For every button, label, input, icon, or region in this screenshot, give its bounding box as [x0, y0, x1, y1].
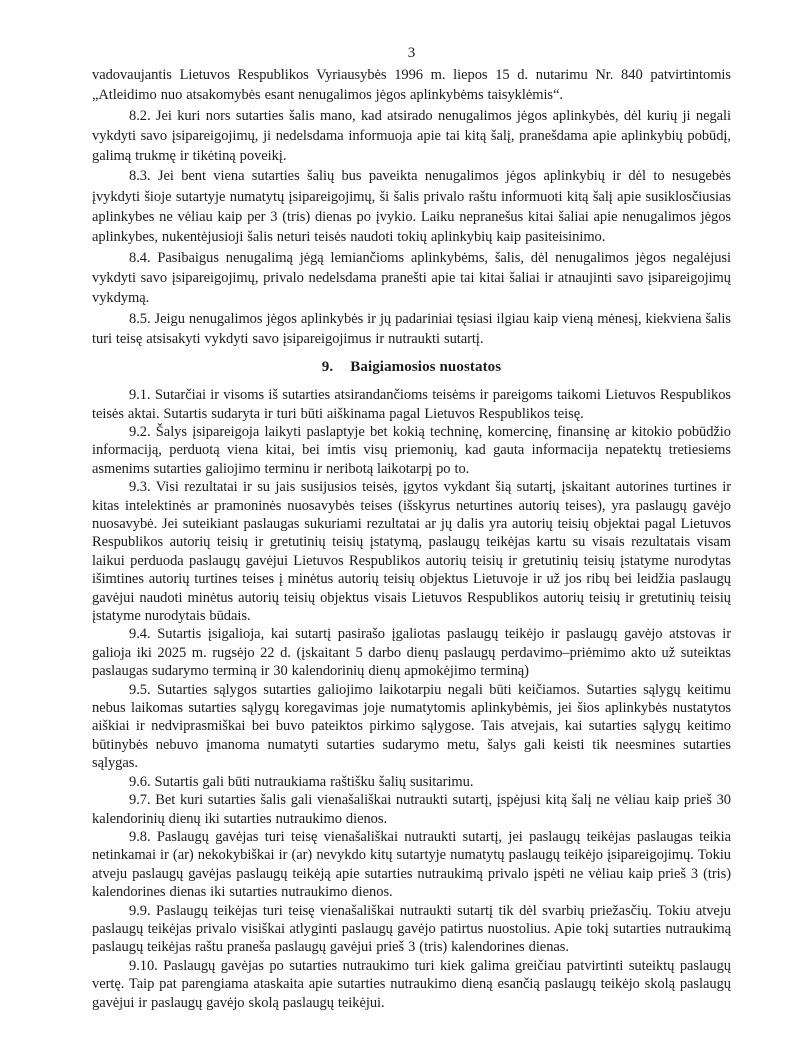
- clause-9-2: 9.2. Šalys įsipareigoja laikyti paslaptyje bet kokią techninę, komercinę, finansinę ar kitokio pobūdžio informaciją, perduotą viena kitai, bei imtis visų priemonių, kad gauta informacija nepatektų tretiesiems asmenims sutarties galiojimo terminu ir neribotą laikotarpį po to.: [92, 423, 731, 477]
- page-number: 3: [407, 45, 416, 61]
- page-content: [92, 44, 731, 1012]
- clause-9-5: 9.5. Sutarties sąlygos sutarties galiojimo laikotarpiu negali būti keičiamos. Sutarties sąlygų keitimu nebus laikomas sutarties sąlygų koregavimas joje numatytomis aplinkybėmis, jei šios aplinkybės nustatytos aiškiai ir nedviprasmiškai bei buvo pateiktos pirkimo sąlygose. Tais atvejais, kai sutarties sąlygų keitimo būtinybės nebuvo įmanoma numatyti sutarties sudarymo metu, šalys gali keisti tik neesmines sutarties sąlygas.: [92, 681, 731, 772]
- clause-9-6: 9.6. Sutartis gali būti nutraukiama raštišku šalių susitarimu.: [129, 773, 474, 790]
- clause-8-3: 8.3. Jei bent viena sutarties šalių bus paveikta nenugalimos jėgos aplinkybių ir dėl to nesugebės įvykdyti šioje sutartyje numatytų įsipareigojimų, ši šalis privalo raštu informuoti kitą šalį apie susiklosčiusias aplinkybes ne vėliau kaip per 3 (tris) dienas po įvykio. Laiku nepranešus kitai šaliai apie nenugalimos jėgos aplinkybes, nukentėjusioji šalis neturi teisės naudoti tokių aplinkybių kaip pasiteisinimo.: [92, 168, 731, 246]
- intro-continuation-paragraph: vadovaujantis Lietuvos Respublikos Vyriausybės 1996 m. liepos 15 d. nutarimu Nr. 840 patvirtintomis „Atleidimo nuo atsakomybės esant nenugalimos jėgos aplinkybėms taisyklėmis“.: [92, 67, 731, 104]
- section-9-heading-title: Baigiamosios nuostatos: [350, 359, 502, 376]
- clause-8-2: 8.2. Jei kuri nors sutarties šalis mano, kad atsirado nenugalimos jėgos aplinkybės, dėl kurių ji negali vykdyti savo įsipareigojimų, ji nedelsdama informuoja apie tai kitą šalį, pranešdama apie aplinkybių pobūdį, galimą trukmę ir tikėtiną poveikį.: [92, 107, 731, 165]
- clause-9-7: 9.7. Bet kuri sutarties šalis gali vienašališkai nutraukti sutartį, įspėjusi kitą šalį ne vėliau kaip prieš 30 kalendorinių dienų iki sutarties nutraukimo dienos.: [92, 792, 731, 827]
- section-9-heading: [92, 357, 731, 377]
- clause-9-3: 9.3. Visi rezultatai ir su jais susijusios teisės, įgytos vykdant šią sutartį, įskaitant autorines turtines ir kitas intelektinės ar pramoninės nuosavybės teises (išskyrus neturtines autorių teises), yra paslaugų gavėjo nuosavybė. Jei suteikiant paslaugas sukuriami rezultatai ar jų dalis yra autorių teisių objektai pagal Lietuvos Respublikos autorių teisių ir gretutinių teisių įstatymą, paslaugų teikėjas kartu su visais rezultatais visam laikui perduoda paslaugų gavėjui Lietuvos Respublikos autorių teisių ir gretutinių teisių įstatyme nurodytas išimtines autorių turtines teises į minėtus autorių teisių objektus Lietuvoje ir už jos ribų bei leidžia paslaugų gavėjui naudoti minėtus autorių teisių objektus visais Lietuvos Respublikos autorių teisių ir gretutinių teisių įstatyme nurodytais būdais.: [92, 479, 731, 625]
- clause-8-4: 8.4. Pasibaigus nenugalimą jėgą lemiančioms aplinkybėms, šalis, dėl nenugalimos jėgos negalėjusi vykdyti savo įsipareigojimų, privalo nedelsdama pranešti apie tai kitai šaliai ir atnaujinti savo įsipareigojimų vykdymą.: [92, 249, 731, 307]
- clause-9-10: 9.10. Paslaugų gavėjas po sutarties nutraukimo turi kiek galima greičiau patvirtinti suteiktų paslaugų vertę. Taip pat parengiama ataskaita apie sutarties nutraukimo dieną esančią paslaugų teikėjo skolą paslaugų gavėjui ir paslaugų gavėjo skolą paslaugų teikėjui.: [92, 957, 731, 1011]
- section-9-final-provisions: [92, 386, 731, 1012]
- section-9-heading-number: 9.: [321, 359, 334, 376]
- clause-8-5: 8.5. Jeigu nenugalimos jėgos aplinkybės ir jų padariniai tęsiasi ilgiau kaip vieną mėnesį, kiekviena šalis turi teisę atsisakyti vykdyti savo įsipareigojimus ir nutraukti sutartį.: [92, 310, 731, 347]
- clause-9-1: 9.1. Sutarčiai ir visoms iš sutarties atsirandančioms teisėms ir pareigoms taikomi Lietuvos Respublikos teisės aktai. Sutartis sudaryta ir turi būti aiškinama pagal Lietuvos Respublikos teisę.: [92, 387, 731, 422]
- section-8-force-majeure: [92, 106, 731, 350]
- clause-9-9: 9.9. Paslaugų teikėjas turi teisę vienašališkai nutraukti sutartį tik dėl svarbių priežasčių. Tokiu atveju paslaugų teikėjas privalo visiškai atlyginti paslaugų gavėjo patirtus nuostolius. Apie tokį sutarties nutraukimą paslaugų teikėjas raštu praneša paslaugų gavėjui prieš 3 (tris) kalendorines dienas.: [92, 902, 731, 956]
- clause-9-8: 9.8. Paslaugų gavėjas turi teisę vienašališkai nutraukti sutartį, jei paslaugų teikėjas paslaugas teikia netinkamai ir (ar) nekokybiškai ir (ar) nevykdo kitų sutartyje numatytų paslaugų teikėjo įsipareigojimų. Tokiu atveju paslaugų gavėjas paslaugų teikėją apie sutarties nutraukimą privalo įspėti ne vėliau kaip prieš 3 (tris) kalendorines dienas iki sutarties nutraukimo dienos.: [92, 828, 731, 901]
- clause-9-4: 9.4. Sutartis įsigalioja, kai sutartį pasirašo įgaliotas paslaugų teikėjo ir paslaugų gavėjo atstovas ir galioja iki 2025 m. rugsėjo 22 d. (įskaitant 5 darbo dienų paslaugų perdavimo–priėmimo akto už suteiktas paslaugas sudarymo terminą ir 30 kalendorinių dienų apmokėjimo terminą): [92, 626, 731, 680]
